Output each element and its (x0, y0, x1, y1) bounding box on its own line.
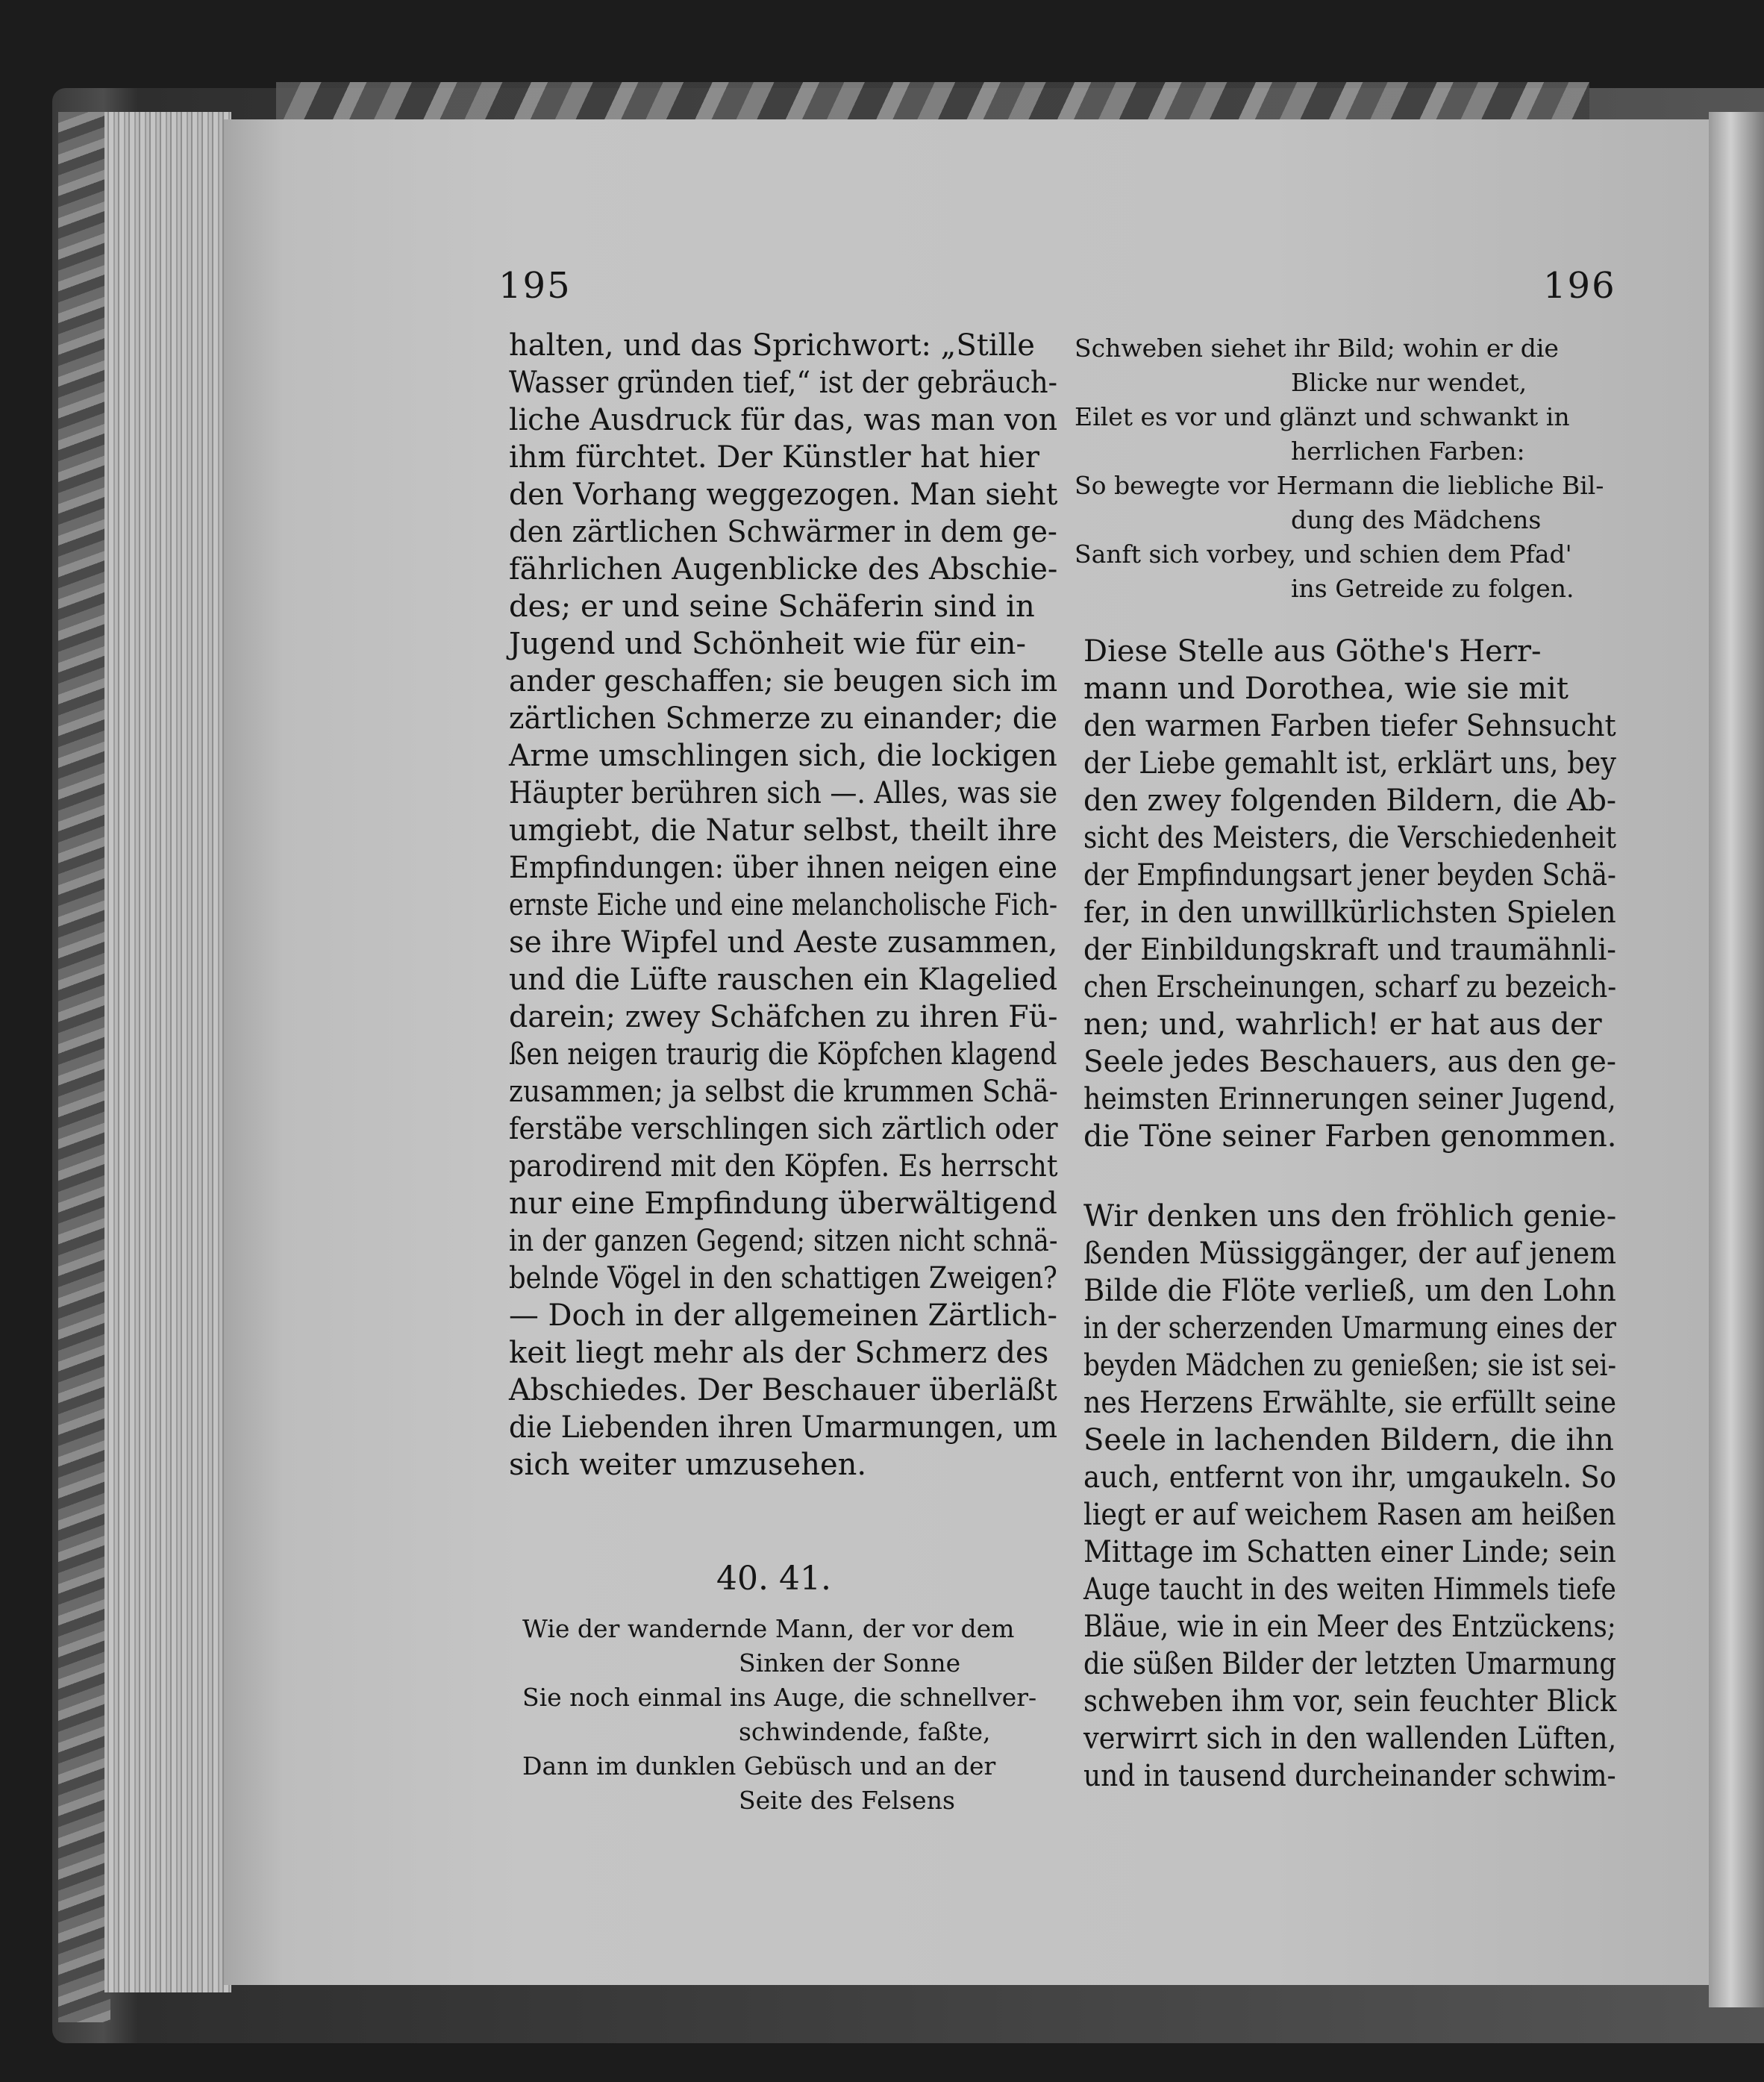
verse-line: Wie der wandernde Mann, der vor dem (522, 1614, 1015, 1643)
text-line: in der ganzen Gegend; sitzen nicht schnä- (509, 1224, 1058, 1258)
page-stack-edges (104, 112, 231, 1992)
text-line: halten, und das Sprichwort: „Stille (509, 328, 1035, 363)
verse-line: Sanft sich vorbey, und schien dem Pfad' (1075, 540, 1572, 569)
text-line: der Empfindungsart jener beyden Schä- (1083, 858, 1616, 892)
section-heading: 40. 41. (716, 1560, 831, 1598)
text-line: der Liebe gemahlt ist, erklärt uns, bey (1083, 746, 1616, 781)
text-line: Seele in lachenden Bildern, die ihn (1083, 1423, 1614, 1457)
text-line: sicht des Meisters, die Verschiedenheit (1083, 821, 1616, 855)
left-verse-block (522, 1612, 1060, 1818)
text-line: Jugend und Schönheit wie für ein- (509, 627, 1026, 661)
verse-line: Sinken der Sonne (739, 1648, 961, 1678)
text-line: ander geschaffen; sie beugen sich im (509, 664, 1058, 698)
page-number-right: 196 (1543, 265, 1616, 307)
text-line: Mittage im Schatten einer Linde; sein (1083, 1535, 1616, 1569)
text-line: ihm fürchtet. Der Künstler hat hier (509, 440, 1040, 475)
text-line: der Einbildungskraft und traumähnli- (1083, 933, 1616, 967)
text-line: keit liegt mehr als der Schmerz des (509, 1336, 1049, 1370)
text-line: den zwey folgenden Bildern, die Ab- (1083, 784, 1617, 818)
text-line: Abschiedes. Der Beschauer überläßt (509, 1373, 1057, 1407)
text-line: fährlichen Augenblicke des Abschie- (509, 552, 1058, 587)
verse-line: dung des Mädchens (1291, 505, 1542, 534)
right-page-curl (1709, 112, 1764, 2007)
text-line: Arme umschlingen sich, die lockigen (509, 739, 1057, 773)
text-line: den zärtlichen Schwärmer in dem ge- (509, 515, 1057, 549)
left-column-text (509, 327, 1057, 1484)
verse-line: schwindende, faßte, (739, 1717, 991, 1746)
text-line: und die Lüfte rauschen ein Klagelied (509, 963, 1058, 997)
text-line: beyden Mädchen zu genießen; sie ist sei- (1083, 1348, 1617, 1383)
text-line: Häupter berühren sich —. Alles, was sie (509, 776, 1058, 810)
text-line: den warmen Farben tiefer Sehnsucht (1083, 709, 1616, 743)
text-line: umgiebt, die Natur selbst, theilt ihre (509, 813, 1057, 848)
text-line: belnde Vögel in den schattigen Zweigen? (509, 1261, 1057, 1295)
verse-line: Seite des Felsens (739, 1786, 955, 1815)
text-line: Wir denken uns den fröhlich genie- (1083, 1199, 1617, 1234)
verse-line: So bewegte vor Hermann die liebliche Bil- (1075, 471, 1604, 500)
text-line: fer, in den unwillkürlichsten Spielen (1083, 895, 1616, 930)
text-line: den Vorhang weggezogen. Man sieht (509, 478, 1058, 512)
text-line: ßen neigen traurig die Köpfchen klagend (509, 1037, 1057, 1072)
text-line: Empfindungen: über ihnen neigen eine (509, 851, 1057, 885)
text-line: die süßen Bilder der letzten Umarmung (1083, 1647, 1617, 1681)
text-line: schweben ihm vor, sein feuchter Blick (1083, 1684, 1617, 1719)
text-line: die Töne seiner Farben genommen. (1083, 1119, 1617, 1154)
page-number-left: 195 (498, 265, 572, 307)
marbled-cover-edge (58, 112, 110, 2022)
text-line: ernste Eiche und eine melancholische Fich- (509, 888, 1058, 922)
text-line: Seele jedes Beschauers, aus den ge- (1083, 1045, 1616, 1079)
text-line: nur eine Empfindung überwältigend (509, 1187, 1057, 1221)
verse-line: Eilet es vor und glänzt und schwankt in (1075, 402, 1570, 431)
text-line: parodirend mit den Köpfen. Es herrscht (509, 1149, 1058, 1184)
text-line: mann und Dorothea, wie sie mit (1083, 672, 1568, 706)
text-line: ßenden Müssiggänger, der auf jenem (1083, 1237, 1617, 1271)
verse-line: ins Getreide zu folgen. (1291, 574, 1574, 603)
text-line: nes Herzens Erwählte, sie erfüllt seine (1083, 1386, 1617, 1420)
right-paragraph-1 (1083, 633, 1616, 1155)
text-line: Auge taucht in des weiten Himmels tiefe (1083, 1572, 1616, 1607)
right-verse-block (1075, 331, 1609, 606)
text-line: und in tausend durcheinander schwim- (1083, 1759, 1616, 1793)
text-line: sich weiter umzusehen. (509, 1448, 867, 1482)
verse-line: herrlichen Farben: (1291, 437, 1525, 466)
verse-line: Schweben siehet ihr Bild; wohin er die (1075, 334, 1559, 363)
text-line: des; er und seine Schäferin sind in (509, 590, 1035, 624)
text-line: — Doch in der allgemeinen Zärtlich- (509, 1298, 1058, 1333)
text-line: chen Erscheinungen, scharf zu bezeich- (1083, 970, 1617, 1004)
text-line: ferstäbe verschlingen sich zärtlich oder (509, 1112, 1058, 1146)
verse-line: Blicke nur wendet, (1291, 368, 1527, 397)
verse-line: Dann im dunklen Gebüsch und an der (522, 1751, 996, 1781)
text-line: Wasser gründen tief,“ ist der gebräuch- (509, 366, 1057, 400)
text-line: zusammen; ja selbst die krummen Schä- (509, 1075, 1058, 1109)
text-line: zärtlichen Schmerze zu einander; die (509, 701, 1058, 736)
text-line: se ihre Wipfel und Aeste zusammen, (509, 925, 1058, 960)
text-line: die Liebenden ihren Umarmungen, um (509, 1410, 1058, 1445)
text-line: liche Ausdruck für das, was man von (509, 403, 1058, 437)
text-line: verwirrt sich in den wallenden Lüften, (1083, 1722, 1617, 1756)
text-line: Bläue, wie in ein Meer des Entzückens; (1083, 1610, 1616, 1644)
text-line: nen; und, wahrlich! er hat aus der (1083, 1007, 1602, 1042)
text-line: darein; zwey Schäfchen zu ihren Fü- (509, 1000, 1058, 1034)
verse-line: Sie noch einmal ins Auge, die schnellver- (522, 1683, 1037, 1712)
right-paragraph-2 (1083, 1198, 1616, 1795)
text-line: in der scherzenden Umarmung eines der (1083, 1311, 1616, 1345)
text-line: heimsten Erinnerungen seiner Jugend, (1083, 1082, 1616, 1116)
text-line: auch, entfernt von ihr, umgaukeln. So (1083, 1460, 1617, 1495)
text-line: liegt er auf weichem Rasen am heißen (1083, 1498, 1616, 1532)
text-line: Bilde die Flöte verließ, um den Lohn (1083, 1274, 1616, 1308)
text-line: Diese Stelle aus Göthe's Herr- (1083, 634, 1542, 669)
